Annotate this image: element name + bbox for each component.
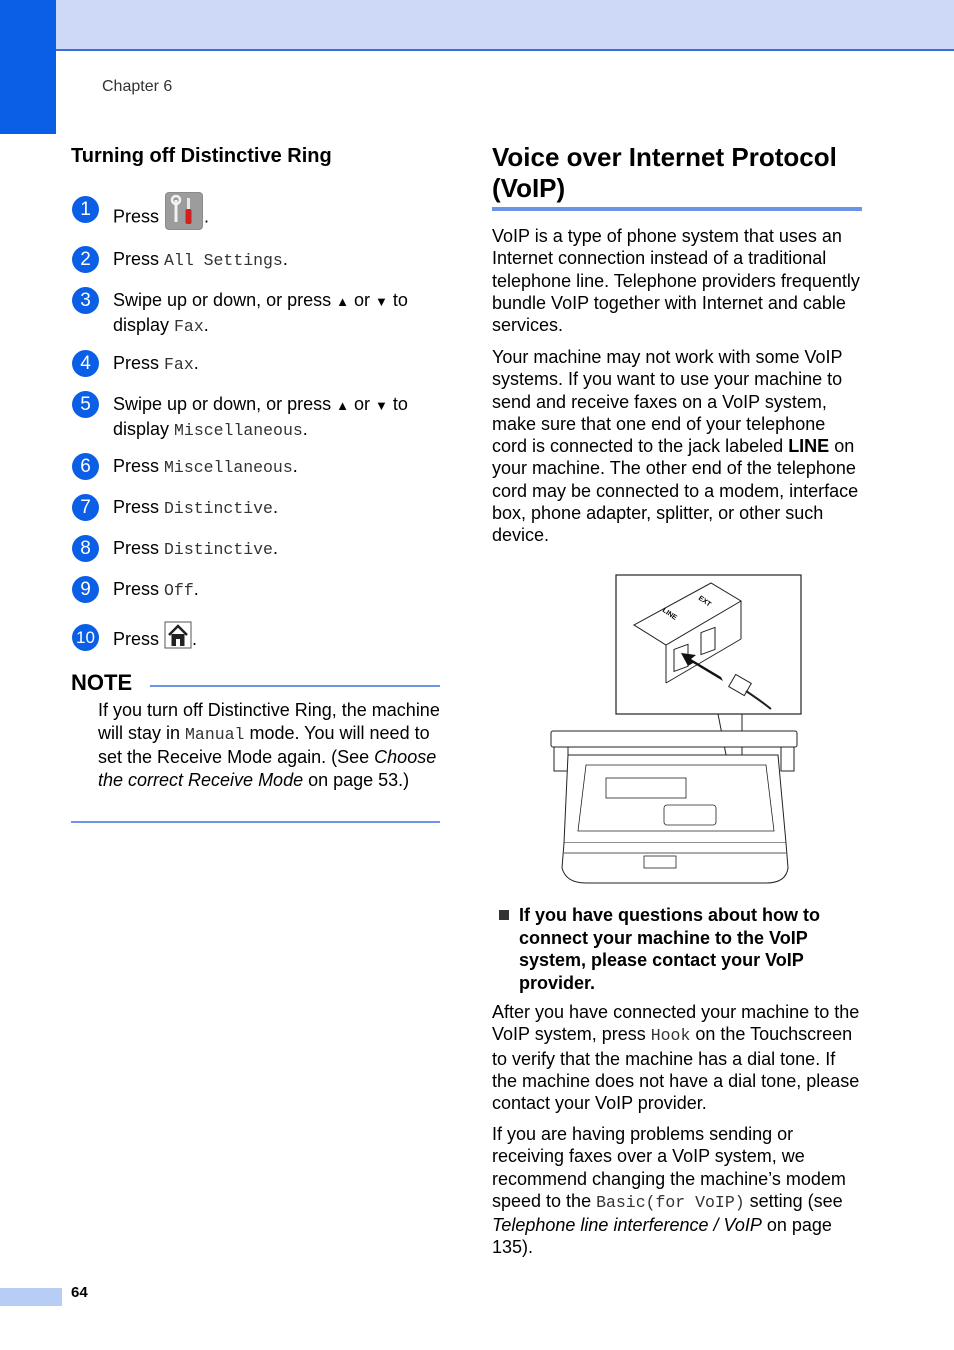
mode-name: Manual [185, 724, 245, 744]
home-icon [164, 626, 192, 655]
paragraph-text: If you are having problems sending or receiving faxes over a VoIP system, we recommend changing the machine’s modem speed to the [492, 1124, 846, 1211]
step-number: 8 [72, 535, 99, 562]
down-arrow-icon: ▼ [375, 294, 388, 309]
step-text: Press [113, 579, 165, 599]
step-text-end: . [272, 538, 278, 558]
step-9 [72, 576, 442, 603]
settings-tools-icon [164, 199, 204, 237]
step-number: 7 [72, 494, 99, 521]
chapter-tab [0, 0, 56, 134]
step-number: 3 [72, 287, 99, 314]
menu-option: Distinctive [164, 499, 273, 518]
menu-option: Fax [174, 316, 204, 336]
step-text: Swipe up or down, or press [113, 290, 337, 310]
note-text: on page 53.) [303, 769, 410, 790]
note-body [98, 699, 440, 791]
step-text: Press [113, 353, 165, 373]
step-6 [72, 453, 442, 480]
step-number: 1 [72, 196, 99, 223]
menu-option: Fax [164, 355, 194, 374]
menu-option: Off [164, 581, 194, 600]
menu-option: Distinctive [164, 540, 273, 559]
paragraph-text: Your machine may not work with some VoIP systems. If you want to use your machine to send and receive faxes on a VoIP system, make sure that one end of your telephone cord is connected to the jack labeled [492, 347, 843, 457]
line-jack-label: LINE [788, 436, 830, 457]
step-4 [72, 350, 442, 377]
step-number: 9 [72, 576, 99, 603]
note-title: NOTE [71, 670, 133, 695]
step-text-end: . [193, 353, 199, 373]
step-text-end: . [203, 314, 209, 335]
heading-rule [492, 207, 862, 211]
step-1 [72, 196, 442, 237]
down-arrow-icon: ▼ [375, 398, 388, 413]
menu-option: Miscellaneous [174, 420, 303, 440]
step-10 [72, 624, 442, 655]
contact-provider-bullet [499, 904, 859, 994]
step-number: 5 [72, 391, 99, 418]
step-number: 6 [72, 453, 99, 480]
step-3 [72, 287, 442, 338]
voip-paragraph-1: VoIP is a type of phone system that uses an Internet connection instead of a traditional telephone line. Telephone providers frequently bundle VoIP together with Internet and cable services. [492, 226, 860, 336]
bullet-icon [499, 910, 509, 920]
step-text: or [349, 290, 376, 310]
bullet-text: If you have questions about how to connect your machine to the VoIP system, please contact your VoIP provider. [519, 905, 821, 993]
step-number: 2 [72, 246, 99, 273]
step-5 [72, 391, 442, 442]
step-text: or [349, 394, 376, 414]
up-arrow-icon: ▲ [336, 294, 349, 309]
note-rule [150, 685, 440, 687]
step-text: Press [113, 497, 165, 517]
page-number: 64 [71, 1284, 88, 1301]
step-text: Swipe up or down, or press [113, 394, 337, 414]
menu-option: Miscellaneous [164, 458, 293, 477]
paragraph-text: on the Touchscreen to verify that the machine has a dial tone. If the machine does not have a dial tone, please contact your VoIP provider. [492, 1024, 860, 1114]
step-text-end: . [292, 456, 298, 476]
machine-line-jack-illustration [546, 573, 806, 885]
menu-option: Hook [650, 1026, 691, 1046]
ext-label: EXT [696, 594, 713, 609]
note-text: mode. You will need to set the Receive Mode again. (See [98, 722, 430, 767]
paragraph-text: After you have connected your machine to the VoIP system, press [492, 1002, 860, 1045]
section-title: Turning off Distinctive Ring [71, 145, 332, 167]
menu-option: All Settings [164, 251, 283, 270]
step-text: to display [113, 394, 408, 439]
step-text-end: . [204, 206, 210, 227]
paragraph-text: on your machine. The other end of the telephone cord may be connected to a modem, interface box, phone adapter, splitter, or other such device. [492, 436, 859, 546]
voip-paragraph-4 [492, 1123, 864, 1259]
line-label: LINE [660, 606, 678, 622]
voip-heading: Voice over Internet Protocol (VoIP) [492, 142, 837, 203]
page-number-band [0, 1288, 62, 1306]
step-text-end: . [193, 579, 199, 599]
cross-reference: Choose the correct Receive Mode [98, 747, 437, 790]
step-text-end: . [282, 249, 288, 269]
step-text-end: . [302, 418, 308, 439]
voip-paragraph-3 [492, 1001, 864, 1114]
step-number: 10 [72, 624, 99, 651]
step-text: Press [113, 206, 160, 227]
step-text-end: . [192, 629, 198, 649]
step-8 [72, 535, 442, 562]
step-number: 4 [72, 350, 99, 377]
menu-option: Basic(for VoIP) [596, 1192, 745, 1212]
step-2 [72, 246, 442, 273]
note-bottom-rule [71, 821, 440, 823]
paragraph-text: on page 135). [492, 1215, 832, 1258]
step-text: Press [113, 629, 160, 649]
paragraph-text: setting (see [744, 1190, 843, 1211]
step-text: to display [113, 290, 408, 335]
up-arrow-icon: ▲ [336, 398, 349, 413]
step-7 [72, 494, 442, 521]
note-text: If you turn off Distinctive Ring, the machine will stay in [98, 700, 440, 743]
step-text-end: . [272, 497, 278, 517]
step-text: Press [113, 249, 165, 269]
header-band [0, 0, 954, 51]
cross-reference: Telephone line interference / VoIP [492, 1215, 762, 1236]
voip-paragraph-2 [492, 346, 864, 547]
step-text: Press [113, 456, 165, 476]
chapter-label: Chapter 6 [102, 78, 173, 95]
step-text: Press [113, 538, 165, 558]
